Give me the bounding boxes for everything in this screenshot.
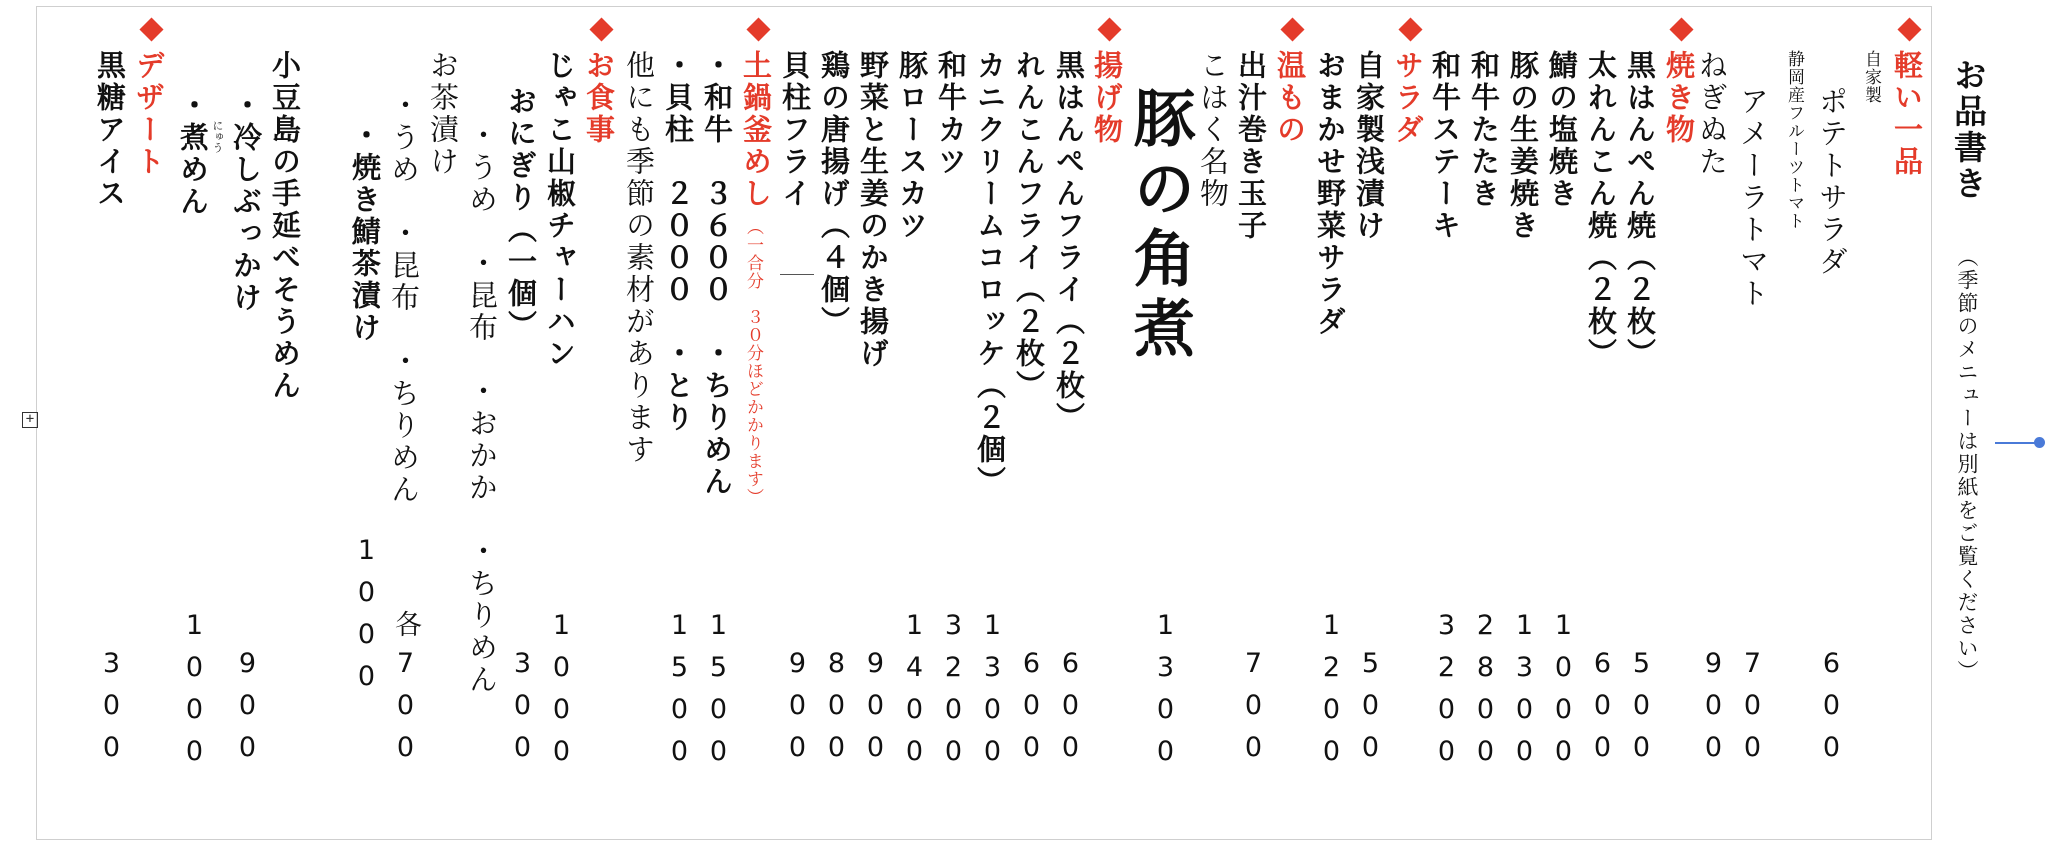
item-onigiri: おにぎり（一個） [504,86,538,342]
section-meal: お食事 [582,50,616,146]
item-yasai-kaki: 野菜と生姜のかき揚げ [856,50,890,370]
item-negi: ねぎぬた [1695,50,1729,178]
price-kurohanpen-fry: 600 [1055,648,1086,774]
item-omakase: おまかせ野菜サラダ [1313,50,1347,338]
item-tataki: 和牛たたき [1467,50,1501,210]
donabe-note: （一合分 ３０分ほどかかります） [743,218,763,506]
item-asazuke: 自家製浅漬け [1352,50,1386,242]
rule-mark [780,274,814,275]
item-renkon-fry: れんこんフライ（２枚） [1012,50,1046,402]
price-tataki: 2800 [1470,610,1501,778]
price-kani: 1300 [977,610,1008,778]
item-buta-shoga: 豚の生姜焼き [1506,50,1540,242]
price-yasai-kaki: 900 [860,648,891,774]
nyumen-ruby: にゅう [211,120,224,153]
item-saba: 鯖の塩焼き [1545,50,1579,210]
price-gyukatsu: 3200 [938,610,969,778]
price-steak: 3200 [1431,610,1462,778]
item-wagyu-line: ・和牛 ３６００ ・ちりめん [700,50,734,498]
item-kurohanpen-yaki: 黒はんぺん焼（２枚） [1623,50,1657,370]
price-karaage: 800 [821,648,852,774]
price-buta-shoga: 1300 [1509,610,1540,778]
price-hiyashi: 900 [232,648,263,774]
price-sabachazuke: 1000 [351,535,382,703]
section-salad: サラダ [1391,50,1425,146]
price-renkon-fry: 600 [1016,648,1047,774]
item-karaage: 鶏の唐揚げ（４個） [817,50,851,338]
price-omakase: 1200 [1316,610,1347,778]
item-kisetsu: 他にも季節の素材があります [622,50,656,466]
price-ochazuke: 各700 [390,610,421,774]
item-nyumen: ・煮めん [176,90,210,218]
price-asazuke: 500 [1355,648,1386,774]
item-onigiri-types: ・うめ ・昆布 ・おかか ・ちりめん [465,120,499,696]
section-dessert: デザート [132,50,166,178]
margin-handle-dot[interactable] [2034,437,2045,448]
price-tori: 1500 [664,610,695,778]
price-kuromitsu: 300 [96,648,127,774]
item-gyukatsu: 和牛カツ [934,50,968,178]
section-donabe: 土鍋釜めし [739,50,773,210]
price-tonkatsu: 1400 [899,610,930,778]
price-kurohanpen-yaki: 500 [1626,648,1657,774]
item-ochazuke: お茶漬け [426,50,460,178]
item-amera: アメーラトマト [1736,86,1770,310]
item-kuromitsu: 黒糖アイス [93,50,127,210]
item-sabachazuke: ・焼き鯖茶漬け [348,120,382,344]
item-potato: ポテトサラダ [1815,86,1849,278]
item-steak: 和牛ステーキ [1428,50,1462,242]
item-kaibashira-line: ・貝柱 ２０００ ・とり [661,50,695,434]
item-tonkatsu: 豚ロースカツ [895,50,929,242]
price-shizuoka: 700 [1737,648,1768,774]
item-kaibashira-fry: 貝柱フライ [778,50,812,210]
item-shizuoka: 静岡産フルーツトマト [1784,50,1804,230]
item-futorenkon: 太れんこん焼（２枚） [1584,50,1618,370]
price-sansho: 1000 [546,610,577,778]
price-saba: 1000 [1548,610,1579,778]
item-somen: 小豆島の手延べそうめん [268,50,302,402]
price-chirimen: 1500 [703,610,734,778]
section-fried: 揚げ物 [1090,50,1124,146]
price-kaibashira-fry: 900 [782,648,813,774]
item-hiyashi: ・冷しぶっかけ [229,90,263,314]
page-title: お品書き [1949,58,1988,202]
price-negi: 900 [1698,648,1729,774]
item-kakuni: 豚の角煮 [1123,86,1196,366]
table-move-handle-icon[interactable]: + [22,412,38,428]
price-onigiri: 300 [507,648,538,774]
item-dashimaki: 出汁巻き玉子 [1234,50,1268,242]
item-kani: カニクリームコロッケ（２個） [973,50,1007,498]
price-dashimaki: 700 [1238,648,1269,774]
item-kurohanpen-fry: 黒はんぺんフライ（２枚） [1052,50,1086,434]
section-grill: 焼き物 [1662,50,1696,146]
section-light: 軽い一品 [1890,50,1924,178]
price-nyumen: 1000 [179,610,210,778]
margin-connector-line [1995,442,2037,444]
item-jika: 自家製 [1861,50,1881,104]
price-kakuni: 1300 [1150,610,1181,778]
item-sansho: じゃこ山椒チャーハン [543,50,577,370]
menu-note: （季節のメニューは別紙をご覧ください） [1955,246,1979,683]
price-futorenkon: 600 [1587,648,1618,774]
item-chazuke-types: ・うめ ・昆布 ・ちりめん [387,90,421,506]
price-potato: 600 [1816,648,1847,774]
item-kohaku: こはく名物 [1196,50,1230,210]
section-warm: 温もの [1273,50,1307,146]
